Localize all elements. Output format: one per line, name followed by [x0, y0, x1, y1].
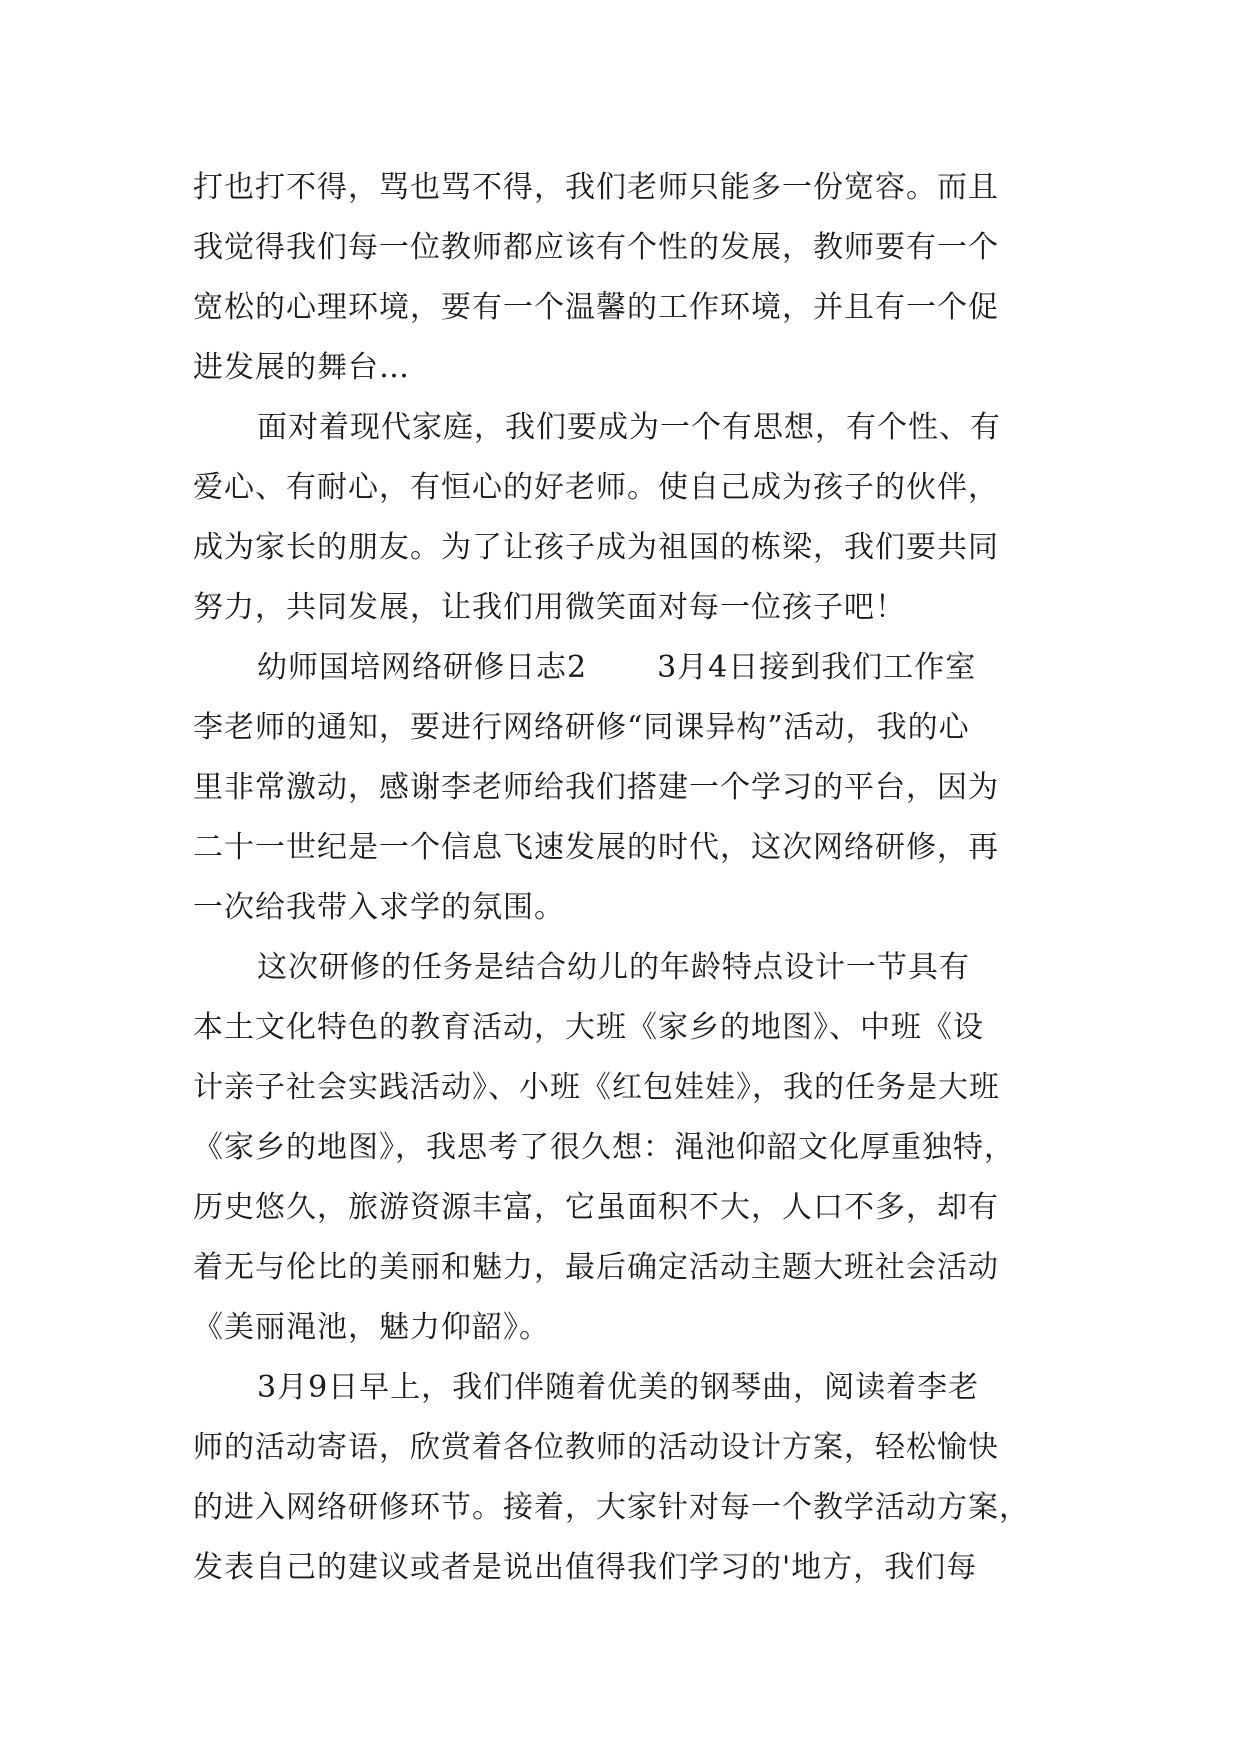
text-line: 我觉得我们每一位教师都应该有个性的发展，教师要有一个 [193, 230, 999, 265]
text-line: 李老师的通知，要进行网络研修“同课异构”活动，我的心 [193, 710, 970, 745]
text-line: 师的活动寄语，欣赏着各位教师的活动设计方案，轻松愉快 [193, 1430, 999, 1465]
text-line: 着无与伦比的美丽和魅力，最后确定活动主题大班社会活动 [193, 1250, 999, 1285]
section-heading-continuation: 3月4日接到我们工作室 [657, 650, 977, 685]
document-body [193, 158, 1053, 1598]
text-line: 打也打不得，骂也骂不得，我们老师只能多一份宽容。而且 [193, 170, 999, 205]
text-line: 这次研修的任务是结合幼儿的年龄特点设计一节具有 [257, 950, 970, 985]
text-line: 面对着现代家庭，我们要成为一个有思想，有个性、有 [257, 410, 1001, 445]
text-line: 《美丽渑池，魅力仰韶》。 [193, 1310, 550, 1345]
section-heading-title: 幼师国培网络研修日志2 [257, 650, 588, 685]
text-line: 爱心、有耐心，有恒心的好老师。使自己成为孩子的伙伴， [193, 470, 999, 505]
text-line: 《家乡的地图》，我思考了很久想：渑池仰韶文化厚重独特， [193, 1130, 1015, 1165]
text-line: 宽松的心理环境，要有一个温馨的工作环境，并且有一个促 [193, 290, 999, 325]
text-line: 的进入网络研修环节。接着，大家针对每一个教学活动方案， [193, 1490, 1030, 1525]
text-line: 一次给我带入求学的氛围。 [193, 890, 565, 925]
text-line: 进发展的舞台… [193, 350, 410, 385]
section-heading-line [193, 638, 1053, 698]
text-line: 二十一世纪是一个信息飞速发展的时代，这次网络研修，再 [193, 830, 999, 865]
text-line: 努力，共同发展，让我们用微笑面对每一位孩子吧！ [193, 590, 906, 625]
text-line: 计亲子社会实践活动》、小班《红包娃娃》，我的任务是大班 [193, 1070, 1000, 1105]
text-line: 3月9日早上，我们伴随着优美的钢琴曲，阅读着李老 [257, 1370, 980, 1405]
text-line: 发表自己的建议或者是说出值得我们学习的'地方，我们每 [193, 1550, 978, 1585]
text-line: 本土文化特色的教育活动，大班《家乡的地图》、中班《设 [193, 1010, 984, 1045]
text-line: 里非常激动，感谢李老师给我们搭建一个学习的平台，因为 [193, 770, 999, 805]
text-line: 历史悠久，旅游资源丰富，它虽面积不大，人口不多，却有 [193, 1190, 999, 1225]
text-line: 成为家长的朋友。为了让孩子成为祖国的栋梁，我们要共同 [193, 530, 999, 565]
